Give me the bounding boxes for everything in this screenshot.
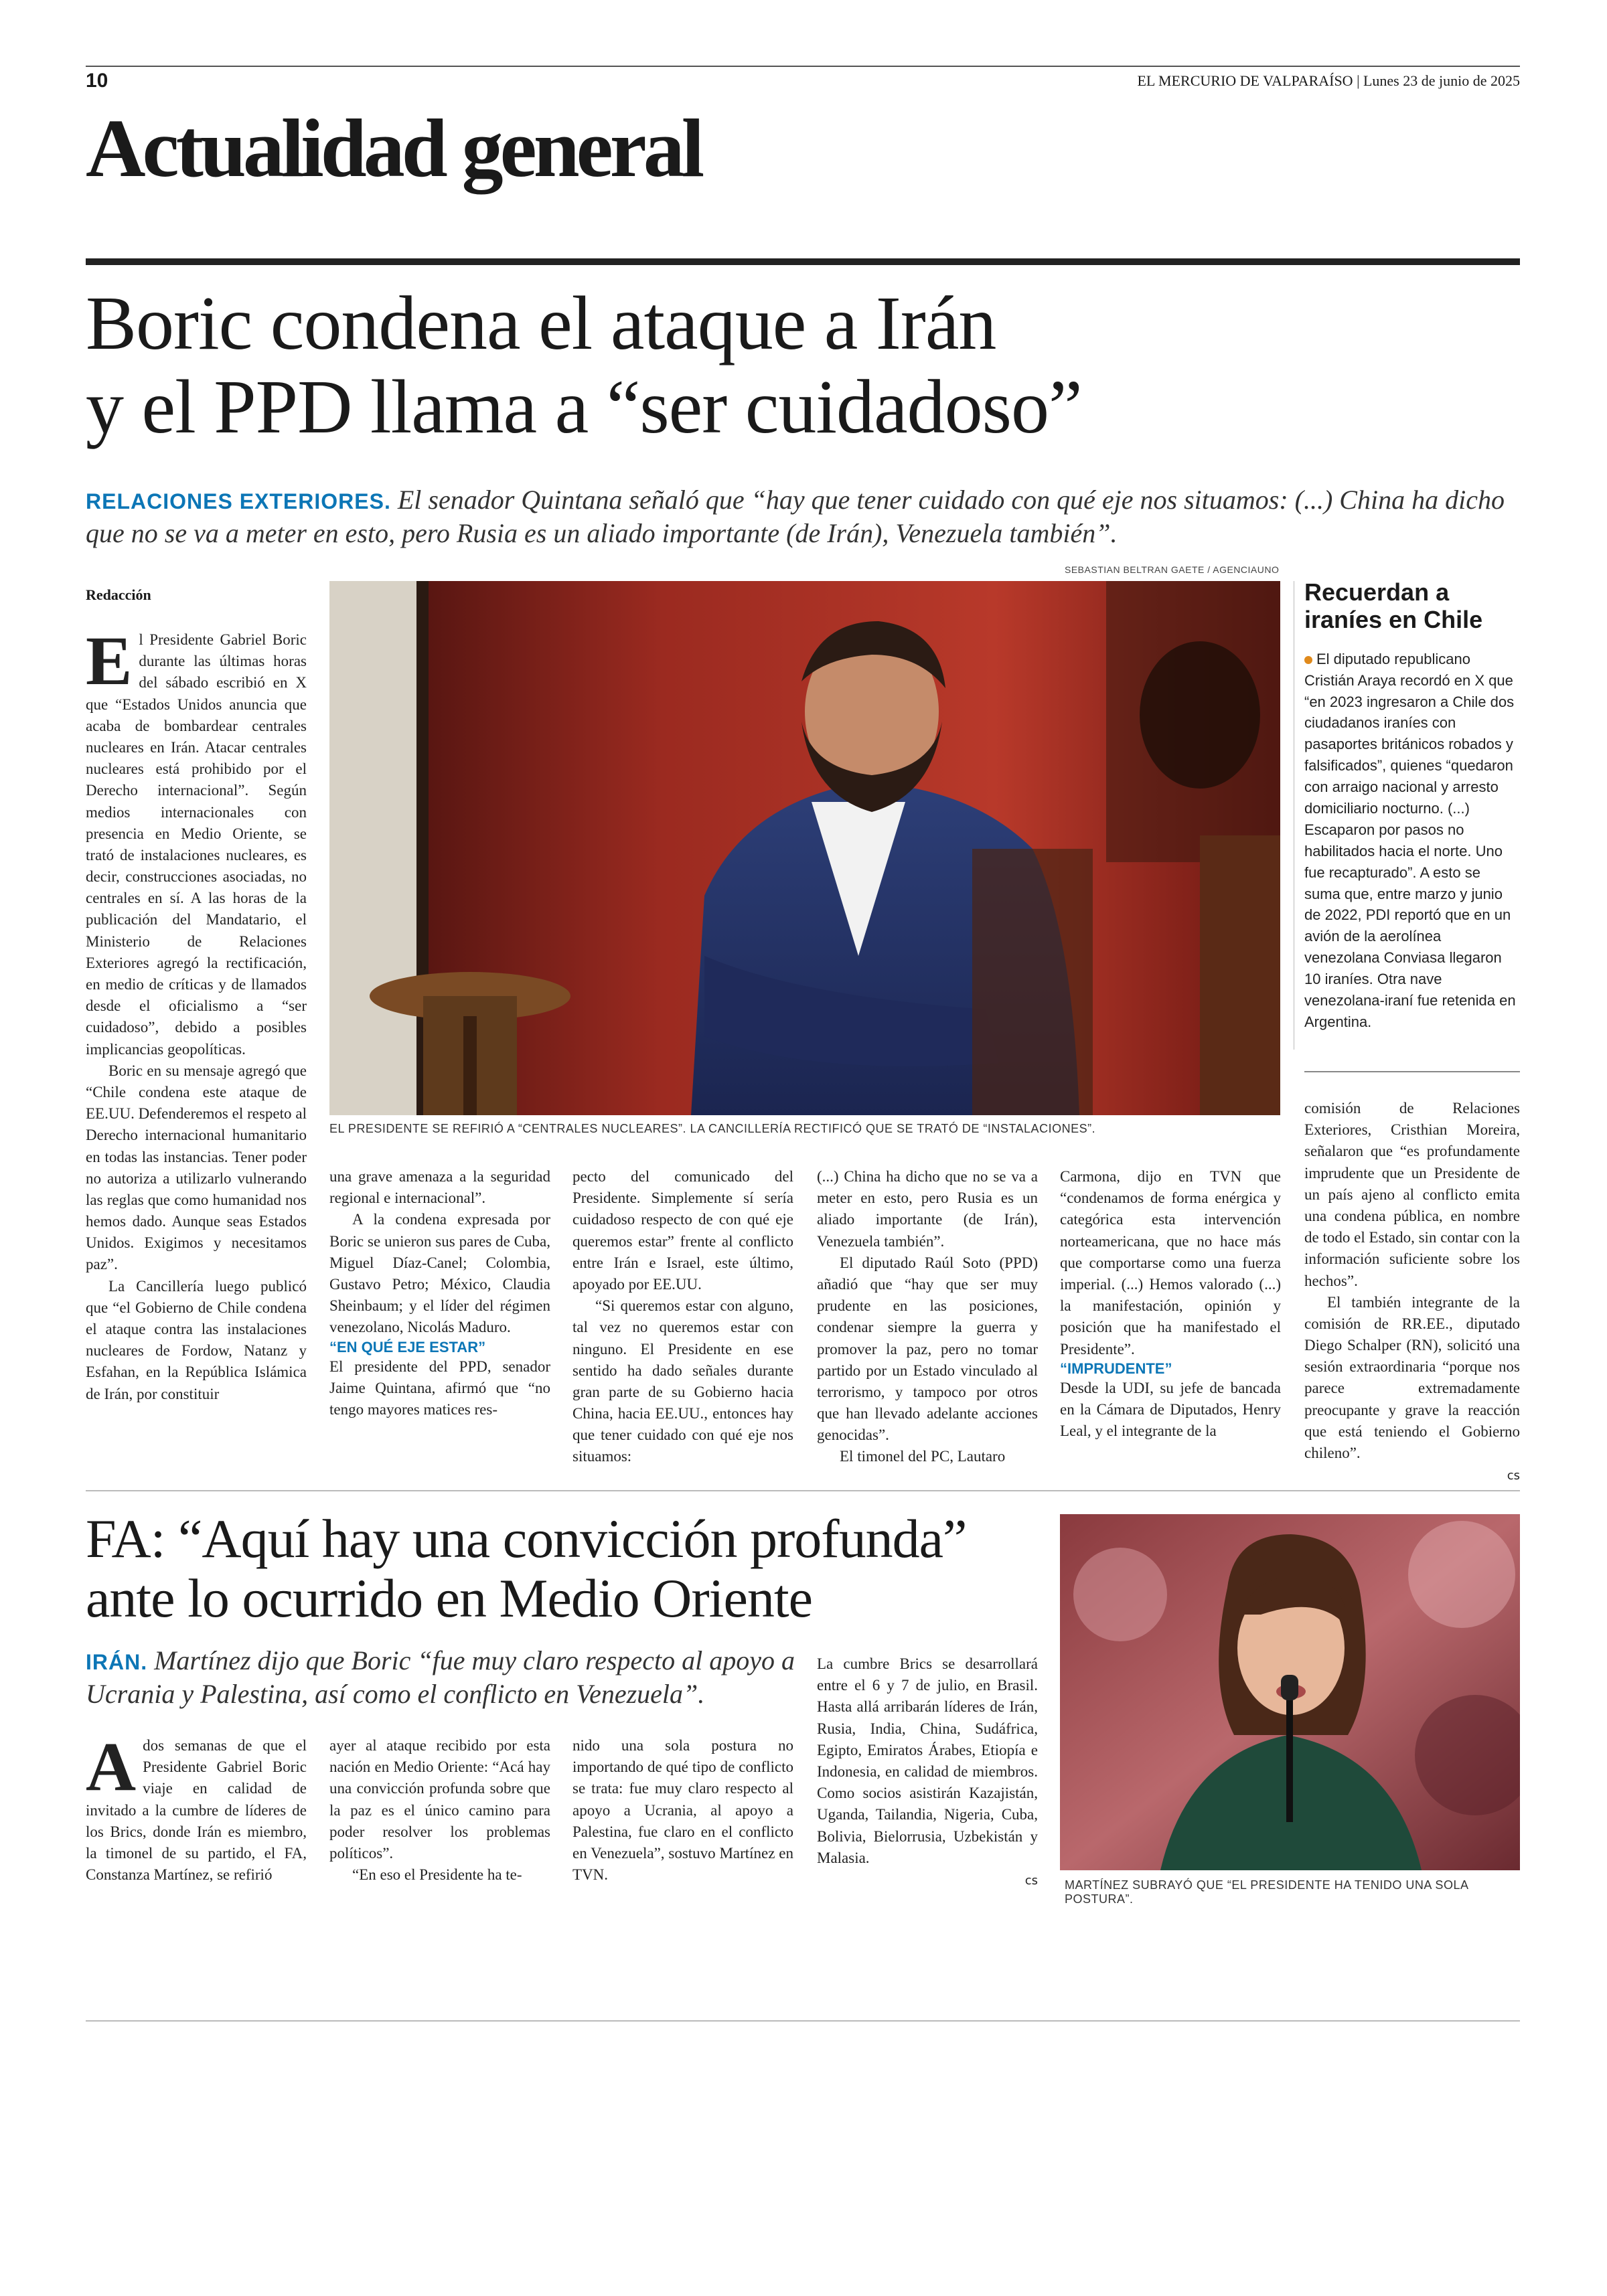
- story1-col2-p3: El presidente del PPD, senador Jaime Quintana, afirmó que “no tengo mayores matices res-: [329, 1358, 550, 1418]
- sidebar-box: [1304, 578, 1520, 1033]
- story2-top-rule: [86, 1490, 1520, 1491]
- sidebar-bottom-rule: [1304, 1071, 1520, 1072]
- story1-byline: Redacción: [86, 586, 151, 603]
- story1-kicker: RELACIONES EXTERIORES.: [86, 489, 391, 513]
- sidebar-body: [1304, 649, 1520, 1033]
- story1-end-mark-icon: cs: [1507, 1469, 1520, 1483]
- story1-dek: [86, 483, 1505, 550]
- story2-col4: La cumbre Brics se desarrollará entre el 6 y 7 de julio, en Brasil. Hasta allá arribarán líderes de Irán, Rusia, India, China, Sudáfrica, Egipto, Emiratos Árabes, Etiopía e Indonesia, en calidad de miembros. Como socios asistirán Kazajistán, Uganda, Tailandia, Nigeria, Cuba, Bolivia, Bielorrusia, Uzbekistán y Malasia.: [817, 1655, 1038, 1866]
- masthead: EL MERCURIO DE VALPARAÍSO | Lunes 23 de junio de 2025: [1137, 72, 1520, 89]
- bottom-rule: [86, 2020, 1520, 2022]
- story1-col3-p2: “Si queremos estar con alguno, tal vez no queremos estar con ninguno. El Presidente en ese sentido ha dado señales durante gran parte de su Gobierno hacia China, hacia EE.UU., entonces hay que tener cuidado con qué eje nos situamos:: [572, 1297, 793, 1465]
- story1-column-6: [1304, 1098, 1520, 1485]
- story1-headline-line1: Boric condena el ataque a Irán: [86, 280, 996, 365]
- story1-column-3: [572, 1166, 793, 1468]
- story2-col3: nido una sola postura no importando de qué tipo de conflicto se trata: fue muy claro respecto al apoyo a Ucrania, al apoyo a Palestina, fue claro en el conflicto en Venezuela”, sostuvo Martínez en TVN.: [572, 1737, 793, 1884]
- top-rule: [86, 66, 1520, 67]
- story1-col2-p2: A la condena expresada por Boric se unieron sus pares de Cuba, Miguel Díaz-Canel; Colombia, Gustavo Petro; México, Claudia Sheinbaum; y el líder del régimen venezolano, Nicolás Maduro.: [329, 1211, 550, 1336]
- sidebar-bullet-icon: [1304, 656, 1312, 664]
- story1-photo-credit: SEBASTIAN BELTRAN GAETE / AGENCIAUNO: [1065, 564, 1280, 575]
- story1-column-2: [329, 1166, 550, 1420]
- section-rule: [86, 258, 1520, 265]
- story1-col3-p1: pecto del comunicado del Presidente. Simplemente sí sería cuidadoso respecto de con qué eje queremos estar” frente al conflicto entre Irán e Israel, este último, apoyado por EE.UU.: [572, 1168, 793, 1293]
- story2-headline: [86, 1509, 1063, 1628]
- martinez-photo: [1060, 1514, 1520, 1870]
- story2-column-2: [329, 1735, 550, 1886]
- story2-column-1: [86, 1728, 307, 1886]
- story1-col1-p1: l Presidente Gabriel Boric durante las últimas horas del sábado escribió en X que “Estados Unidos anuncia que acaba de bombardear centrales nucleares en Irán. Atacar centrales nucleares está prohibido por el Derecho internacional”. Según medios internacionales con presencia en Medio Oriente, se trató de instalaciones nucleares, es decir, construcciones asociadas, no centrales en sí. A las horas de la publicación del Mandatario, el Ministerio de Relaciones Exteriores agregó la rectificación, en medio de críticas y de llamados desde el oficialismo a “ser cuidadoso”, debido a posibles implicancias geopolíticas.: [86, 631, 307, 1058]
- sidebar-title-line2: iraníes en Chile: [1304, 606, 1483, 634]
- story1-col4-p3: El timonel del PC, Lautaro: [840, 1448, 1006, 1465]
- story2-column-3: [572, 1735, 793, 1886]
- story1-col1-p2: Boric en su mensaje agregó que “Chile condena este ataque de EE.UU. Defenderemos el respeto al Derecho internacional humanitario en todas las instancias. Tener poder no autoriza a utilizarlo vulnerando las reglas que como humanidad nos hemos dado. Aunque seas Estados Unidos. Exigimos y necesitamos paz”.: [86, 1062, 307, 1273]
- story1-dek-text: El senador Quintana señaló que “hay que tener cuidado con qué eje nos situamos: (...) China ha dicho que no se va a meter en esto, pero Rusia es un aliado importante (de Irán), Venezuela también”.: [86, 485, 1505, 548]
- sidebar-title: [1304, 578, 1520, 634]
- section-title: Actualidad general: [86, 102, 702, 194]
- story1-column-4: [817, 1166, 1038, 1468]
- story1-col4-p2: El diputado Raúl Soto (PPD) añadió que “hay que ser muy prudente en las posiciones, condenar siempre la guerra y promover la paz, pero no tomar partido por un Estado vinculado al terrorismo, y tampoco por otros que han llevado adelante acciones genocidas”.: [817, 1254, 1038, 1444]
- story1-subhead-imprudente: “IMPRUDENTE”: [1060, 1360, 1172, 1377]
- story2-headline-line2: ante lo ocurrido en Medio Oriente: [86, 1567, 813, 1629]
- page-number: 10: [86, 70, 108, 92]
- story2-end-mark-icon: cs: [1024, 1873, 1038, 1888]
- story1-subhead-eje: “EN QUÉ EJE ESTAR”: [329, 1338, 486, 1356]
- story1-col5-p1: Carmona, dijo en TVN que “condenamos de forma enérgica y categórica esta intervención norteamericana, que no hace más que comportarse como una fuerza imperial. (...) Hemos valorado (...) la manifestación, opinión y posición que ha manifestado el Presidente”.: [1060, 1168, 1281, 1358]
- story2-headline-line1: FA: “Aquí hay una convicción profunda”: [86, 1508, 967, 1569]
- story2-photo-caption: MARTÍNEZ SUBRAYÓ QUE “EL PRESIDENTE HA TENIDO UNA SOLA POSTURA”.: [1065, 1878, 1468, 1906]
- story2-col2-p1: ayer al ataque recibido por esta nación en Medio Oriente: “Acá hay una convicción profunda sobre que la paz es el único camino para poder resolver los problemas políticos”.: [329, 1737, 550, 1862]
- story1-photo-caption: EL PRESIDENTE SE REFIRIÓ A “CENTRALES NUCLEARES”. LA CANCILLERÍA RECTIFICÓ QUE SE TRATÓ DE “INSTALACIONES”.: [329, 1122, 1096, 1135]
- story1-col6-p1: comisión de Relaciones Exteriores, Cristhian Moreira, señalaron que “es profundamente imprudente que un Presidente de un país ajeno al conflicto emita una condena pública, en nombre de todo el Estado, sin contar con la información suficiente sobre los hechos”.: [1304, 1100, 1520, 1289]
- story2-dropcap: A: [86, 1728, 137, 1805]
- story1-headline: [86, 281, 1525, 449]
- sidebar-text: El diputado republicano Cristián Araya recordó en X que “en 2023 ingresaron a Chile dos ciudadanos iraníes con pasaportes británicos robados y falsificados”, quienes “quedaron con arraigo nacional y arresto domiciliario nocturno. (...) Escaparon por pasos no habilitados hacia el norte. Uno fue recapturado”. A esto se suma que, entre marzo y junio de 2022, PDI reportó que en un avión de la aerolínea venezolana Conviasa llegaron 10 iraníes. Otra nave venezolana-iraní fue retenida en Argentina.: [1304, 650, 1516, 1030]
- story1-col6-p2: El también integrante de la comisión de RR.EE., diputado Diego Schalper (RN), solicitó una sesión extraordinaria “porque nos parece extremadamente preocupante y grave la reacción que está teniendo el Gobierno chileno”.: [1304, 1293, 1520, 1461]
- story2-col2-p2: “En eso el Presidente ha te-: [352, 1866, 522, 1884]
- story2-dek-text: Martínez dijo que Boric “fue muy claro respecto al apoyo a Ucrania y Palestina, así como el conflicto en Venezuela”.: [86, 1645, 795, 1709]
- story1-col2-p1: una grave amenaza a la seguridad regional e internacional”.: [329, 1168, 550, 1207]
- story1-dropcap: E: [86, 623, 133, 700]
- sidebar-title-line1: Recuerdan a: [1304, 578, 1450, 606]
- story2-kicker: IRÁN.: [86, 1650, 148, 1674]
- story1-column-5: [1060, 1166, 1281, 1442]
- story1-col1-p3: La Cancillería luego publicó que “el Gobierno de Chile condena el ataque contra las instalaciones nucleares de Fordow, Natanz y Esfahan, en la República Islámica de Irán, por constituir: [86, 1277, 307, 1402]
- story1-col4-p1: (...) China ha dicho que no se va a meter en esto, pero Rusia es un aliado importante (de Irán), Venezuela también”.: [817, 1168, 1038, 1250]
- story2-column-4: [817, 1653, 1038, 1890]
- story2-dek: [86, 1644, 802, 1711]
- story2-col1: dos semanas de que el Presidente Gabriel Boric viaje en calidad de invitado a la cumbre de líderes de los Brics, donde Irán es miembro, la timonel de su partido, el FA, Constanza Martínez, se refirió: [86, 1737, 307, 1884]
- story1-col5-p2: Desde la UDI, su jefe de bancada en la Cámara de Diputados, Henry Leal, y el integrante de la: [1060, 1379, 1281, 1440]
- story1-column-1: [86, 623, 307, 1405]
- story1-headline-line2: y el PPD llama a “ser cuidadoso”: [86, 364, 1082, 450]
- boric-photo: [329, 581, 1280, 1115]
